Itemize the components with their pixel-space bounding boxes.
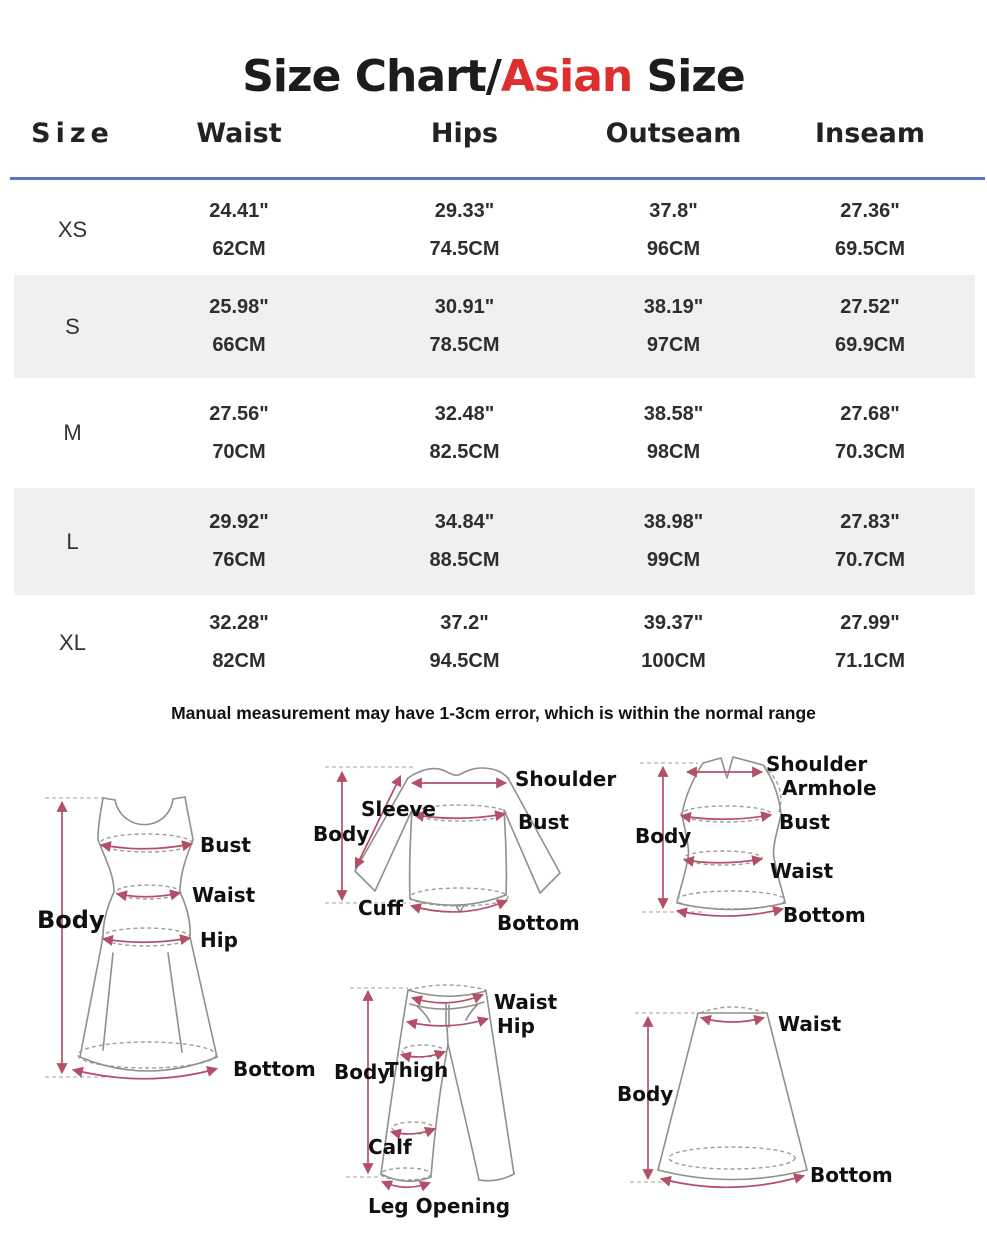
header-hips: Hips	[430, 118, 499, 149]
vest-bust-label: Bust	[779, 810, 830, 834]
skirt-waist-label: Waist	[778, 1012, 842, 1036]
value-cm: 69.9CM	[834, 334, 906, 356]
table-cell	[347, 185, 582, 275]
value-cm: 96CM	[646, 237, 701, 260]
value-inch: 27.56"	[209, 402, 269, 425]
table-cell	[131, 488, 347, 595]
vest-waist-label: Waist	[770, 859, 834, 883]
value-cm: 71.1CM	[834, 650, 906, 672]
dress-hip-label: Hip	[200, 928, 238, 952]
top-bust-label: Bust	[518, 810, 569, 834]
size-label: L	[66, 528, 79, 554]
header-waist: Waist	[196, 118, 282, 149]
title-accent: Asian	[500, 51, 633, 103]
value-cm: 74.5CM	[429, 237, 500, 260]
value-inch: 27.99"	[840, 612, 900, 634]
header-outseam: Outseam	[605, 118, 742, 149]
value-inch: 39.37"	[643, 612, 704, 634]
pants-body-label: Body	[334, 1060, 391, 1084]
header-size: Size	[31, 118, 114, 149]
skirt-bottom-label: Bottom	[810, 1163, 893, 1187]
value-inch: 29.33"	[434, 199, 495, 222]
value-cm: 70CM	[212, 440, 266, 463]
vest-body-label: Body	[635, 824, 692, 848]
table-row-xl	[14, 595, 975, 690]
value-cm: 70.3CM	[834, 440, 906, 463]
size-label: XS	[57, 217, 88, 242]
pants-waist-label: Waist	[494, 990, 558, 1014]
value-cm: 82CM	[212, 650, 266, 672]
table-header-row	[14, 112, 975, 156]
dress-waist-label: Waist	[192, 883, 256, 907]
pants-hip-label: Hip	[497, 1014, 535, 1038]
size-label: M	[63, 420, 82, 445]
header-divider-line	[10, 177, 985, 180]
table-cell	[582, 595, 765, 690]
value-inch: 27.36"	[840, 199, 900, 222]
size-label: S	[65, 313, 80, 339]
table-cell	[765, 378, 975, 488]
value-cm: 76CM	[212, 549, 266, 571]
table-cell	[582, 378, 765, 488]
vest-shoulder-label: Shoulder	[766, 752, 868, 776]
top-sleeve-label: Sleeve	[361, 797, 436, 821]
dress-bottom-label: Bottom	[233, 1057, 316, 1081]
table-cell	[582, 275, 765, 378]
size-label: XL	[59, 629, 86, 655]
page-title	[0, 51, 987, 102]
value-inch: 24.41"	[209, 199, 269, 222]
value-cm: 94.5CM	[429, 650, 500, 672]
value-cm: 88.5CM	[429, 549, 500, 571]
pants-calf-label: Calf	[368, 1135, 412, 1159]
dress-bust-label: Bust	[200, 833, 251, 857]
table-row-s	[14, 275, 975, 378]
title-text: Size	[632, 51, 745, 103]
value-cm: 69.5CM	[834, 237, 906, 260]
table-cell	[131, 595, 347, 690]
value-cm: 78.5CM	[429, 334, 500, 356]
table-cell	[765, 488, 975, 595]
top-bottom-label: Bottom	[497, 911, 580, 935]
value-cm: 66CM	[212, 334, 266, 356]
table-cell	[131, 378, 347, 488]
table-cell	[347, 488, 582, 595]
measurement-note: Manual measurement may have 1-3cm error, which is within the normal range	[171, 703, 816, 723]
value-inch: 38.19"	[643, 296, 704, 318]
pants-thigh-label: Thigh	[385, 1058, 449, 1082]
table-cell	[131, 185, 347, 275]
value-cm: 97CM	[646, 334, 701, 356]
value-inch: 32.48"	[434, 402, 495, 425]
dress-body-label: Body	[37, 906, 105, 934]
title-text: Size Chart/	[242, 51, 501, 103]
pants-leg-opening-label: Leg Opening	[368, 1194, 511, 1218]
table-cell	[765, 595, 975, 690]
value-inch: 29.92"	[209, 511, 269, 533]
vest-bottom-label: Bottom	[783, 903, 866, 927]
skirt-body-label: Body	[617, 1082, 674, 1106]
value-inch: 27.83"	[840, 511, 900, 533]
value-inch: 27.68"	[840, 402, 900, 425]
value-inch: 25.98"	[209, 296, 269, 318]
table-cell	[765, 275, 975, 378]
table-row-m	[14, 378, 975, 488]
table-cell	[347, 595, 582, 690]
value-inch: 38.98"	[643, 511, 704, 533]
table-row-l	[14, 488, 975, 595]
value-inch: 37.2"	[440, 612, 489, 634]
value-inch: 38.58"	[643, 402, 704, 425]
value-inch: 34.84"	[434, 511, 495, 533]
table-row-xs	[14, 185, 975, 275]
size-table	[14, 185, 975, 690]
value-inch: 37.8"	[649, 199, 698, 222]
top-cuff-label: Cuff	[358, 896, 404, 920]
value-inch: 32.28"	[209, 612, 269, 634]
vest-armhole-label: Armhole	[782, 776, 877, 800]
value-cm: 100CM	[641, 650, 706, 672]
value-cm: 82.5CM	[429, 440, 500, 463]
value-cm: 70.7CM	[834, 549, 906, 571]
value-inch: 27.52"	[840, 296, 900, 318]
table-cell	[582, 488, 765, 595]
table-cell	[582, 185, 765, 275]
value-inch: 30.91"	[434, 296, 495, 318]
value-cm: 99CM	[646, 549, 701, 571]
table-cell	[131, 275, 347, 378]
header-inseam: Inseam	[814, 118, 925, 149]
table-cell	[765, 185, 975, 275]
table-cell	[347, 378, 582, 488]
table-cell	[347, 275, 582, 378]
top-body-label: Body	[313, 822, 370, 846]
value-cm: 98CM	[646, 440, 701, 463]
top-shoulder-label: Shoulder	[515, 767, 617, 791]
value-cm: 62CM	[212, 237, 266, 260]
